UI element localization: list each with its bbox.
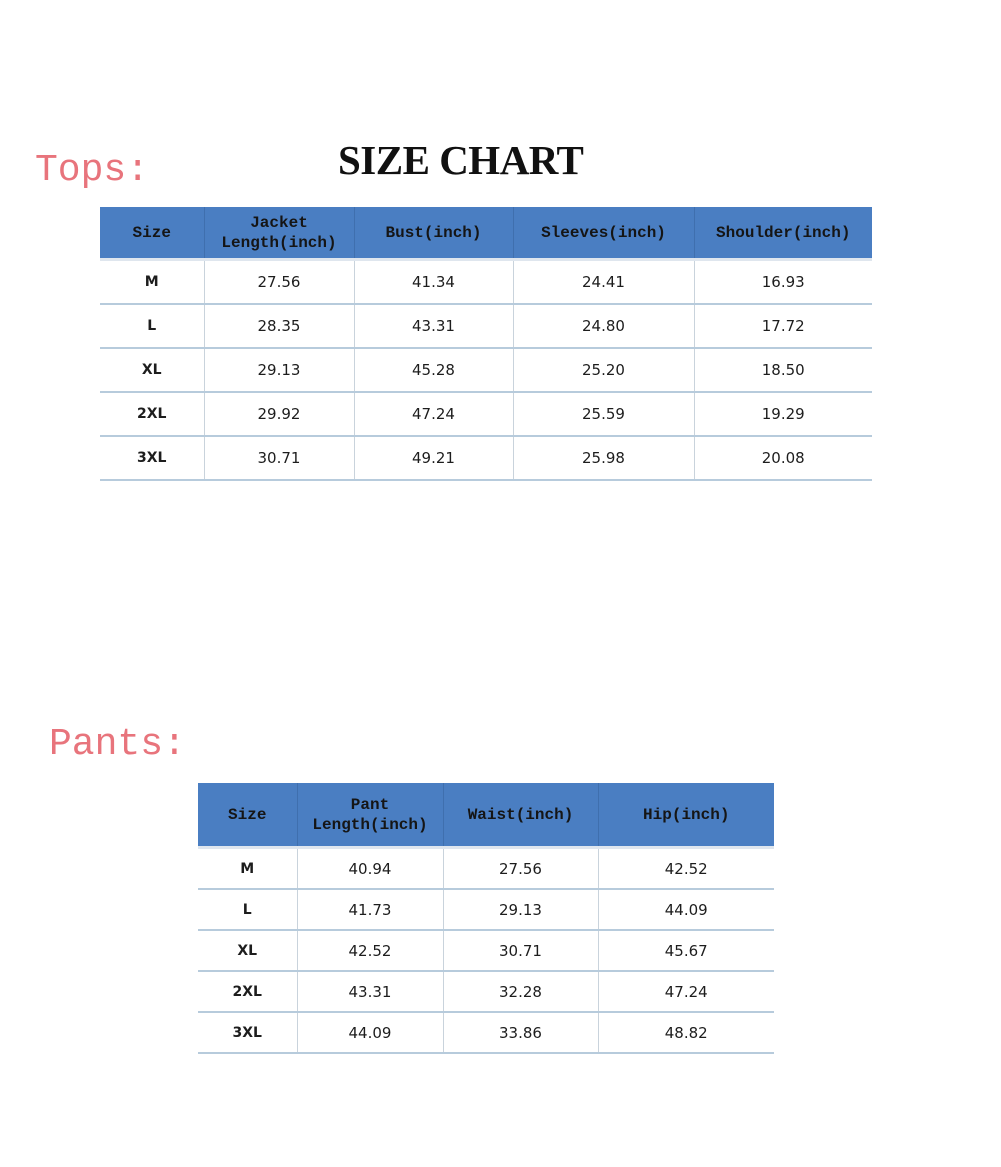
column-header: Pant Length(inch) (297, 783, 443, 848)
table-cell: 43.31 (354, 304, 513, 348)
size-cell: 3XL (198, 1012, 297, 1053)
column-header: Size (100, 207, 204, 260)
table-row (198, 971, 774, 1012)
column-header: Shoulder(inch) (694, 207, 872, 260)
table-cell: 24.80 (513, 304, 694, 348)
table-row (100, 392, 872, 436)
size-cell: L (100, 304, 204, 348)
table-cell: 18.50 (694, 348, 872, 392)
table-cell: 30.71 (204, 436, 354, 480)
table-cell: 32.28 (443, 971, 598, 1012)
table-header-row (100, 207, 872, 260)
table-cell: 19.29 (694, 392, 872, 436)
table-cell: 41.34 (354, 260, 513, 305)
table-cell: 20.08 (694, 436, 872, 480)
size-cell: 3XL (100, 436, 204, 480)
table-cell: 29.13 (204, 348, 354, 392)
size-cell: M (100, 260, 204, 305)
pants-label: Pants: (49, 723, 186, 766)
table-cell: 29.92 (204, 392, 354, 436)
column-header: Hip(inch) (598, 783, 774, 848)
table-cell: 42.52 (598, 848, 774, 890)
table-cell: 47.24 (598, 971, 774, 1012)
table-cell: 44.09 (598, 889, 774, 930)
size-cell: L (198, 889, 297, 930)
table-cell: 16.93 (694, 260, 872, 305)
table-row (198, 930, 774, 971)
page-title: SIZE CHART (338, 137, 584, 183)
table-row (100, 436, 872, 480)
table-cell: 27.56 (443, 848, 598, 890)
table-cell: 30.71 (443, 930, 598, 971)
table-row (100, 348, 872, 392)
table-cell: 25.20 (513, 348, 694, 392)
table-cell: 25.59 (513, 392, 694, 436)
table-cell: 24.41 (513, 260, 694, 305)
table-cell: 28.35 (204, 304, 354, 348)
table-cell: 29.13 (443, 889, 598, 930)
table-cell: 40.94 (297, 848, 443, 890)
table-cell: 33.86 (443, 1012, 598, 1053)
table-row (100, 304, 872, 348)
table-cell: 45.28 (354, 348, 513, 392)
table-cell: 48.82 (598, 1012, 774, 1053)
table-row (198, 889, 774, 930)
size-cell: M (198, 848, 297, 890)
table-cell: 49.21 (354, 436, 513, 480)
tops-size-table (100, 207, 872, 481)
column-header: Size (198, 783, 297, 848)
table-row (198, 848, 774, 890)
column-header: Jacket Length(inch) (204, 207, 354, 260)
table-cell: 17.72 (694, 304, 872, 348)
table-row (100, 260, 872, 305)
table-cell: 25.98 (513, 436, 694, 480)
table-cell: 44.09 (297, 1012, 443, 1053)
table-cell: 27.56 (204, 260, 354, 305)
column-header: Waist(inch) (443, 783, 598, 848)
table-cell: 45.67 (598, 930, 774, 971)
column-header: Bust(inch) (354, 207, 513, 260)
table-row (198, 1012, 774, 1053)
tops-label: Tops: (35, 149, 150, 192)
table-cell: 42.52 (297, 930, 443, 971)
table-cell: 43.31 (297, 971, 443, 1012)
size-cell: 2XL (100, 392, 204, 436)
size-cell: XL (100, 348, 204, 392)
pants-size-table (198, 783, 774, 1054)
table-cell: 47.24 (354, 392, 513, 436)
column-header: Sleeves(inch) (513, 207, 694, 260)
table-header-row (198, 783, 774, 848)
table-cell: 41.73 (297, 889, 443, 930)
size-cell: 2XL (198, 971, 297, 1012)
size-cell: XL (198, 930, 297, 971)
